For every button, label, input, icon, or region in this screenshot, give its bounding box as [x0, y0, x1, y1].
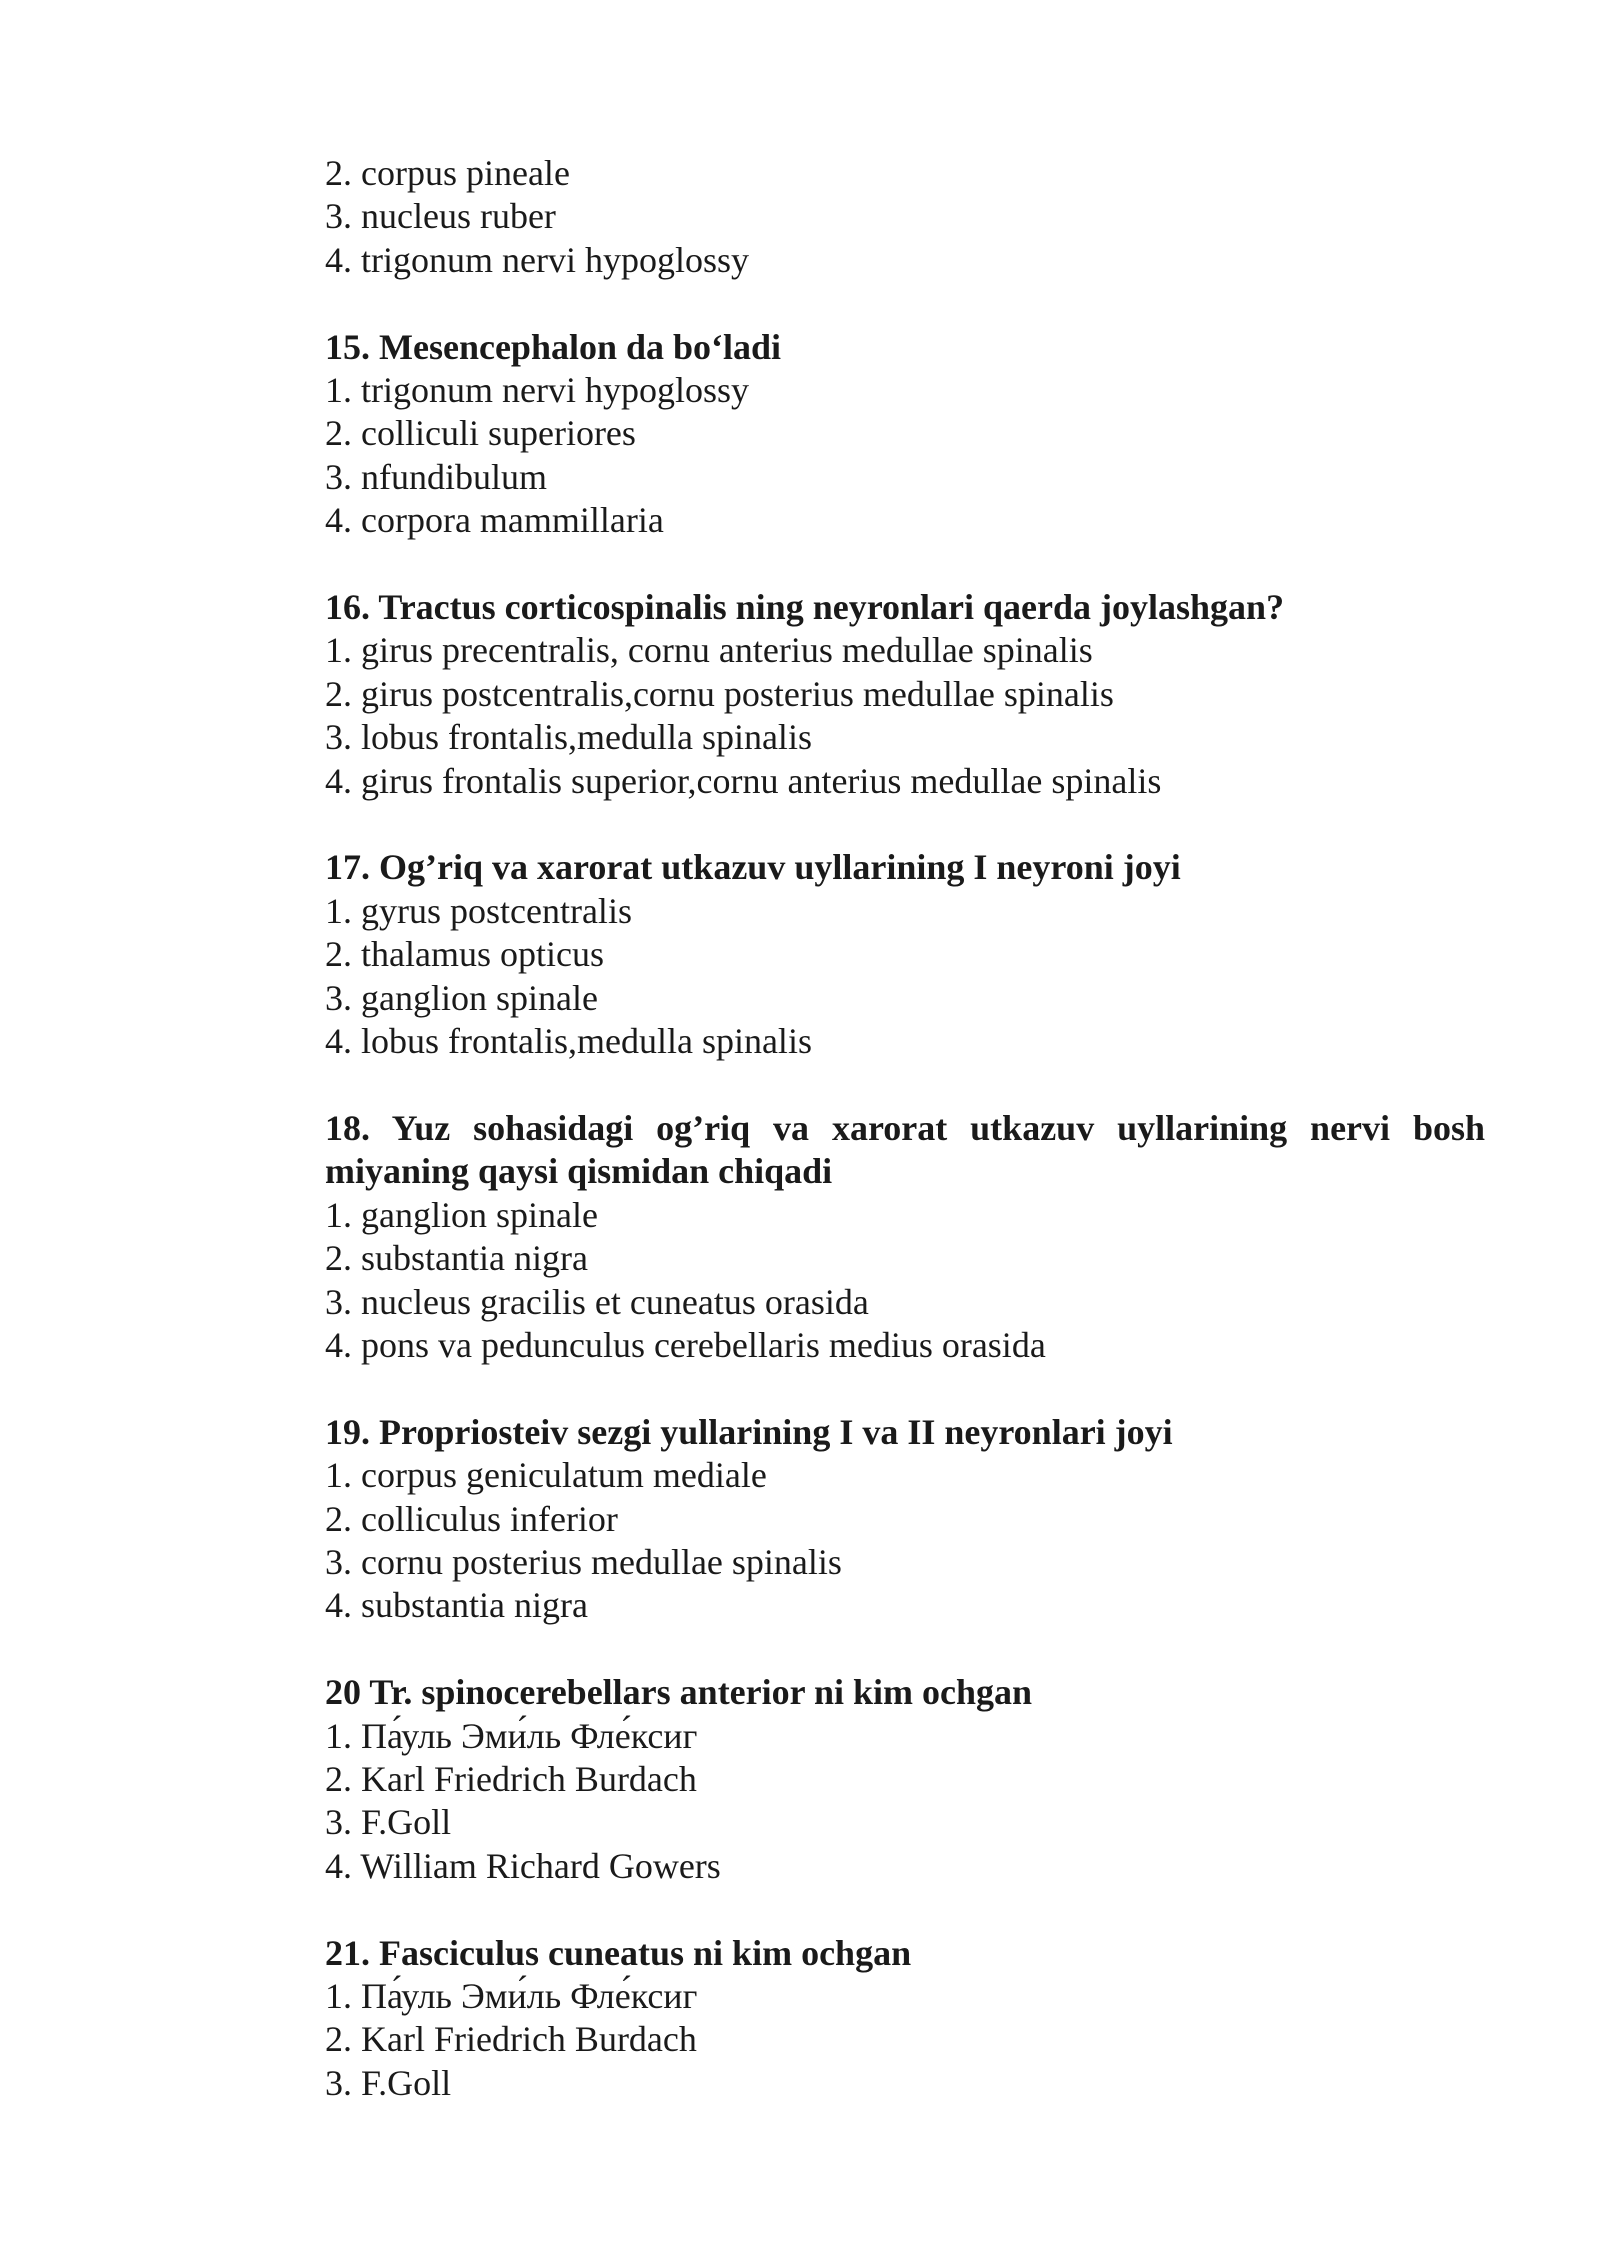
answer-option: 1. Па́уль Эми́ль Фле́ксиг [325, 1975, 698, 2016]
answer-option: 3. ganglion spinale [325, 977, 598, 1018]
question-title: 15. Mesencephalon da bo‘ladi [325, 326, 782, 367]
spacer [325, 1063, 1485, 1106]
answer-option: 2. colliculi superiores [325, 413, 636, 454]
answer-option: 3. nucleus gracilis et cuneatus orasida [325, 1281, 869, 1322]
answer-option: 4. girus frontalis superior,cornu anterius medullae spinalis [325, 760, 1162, 801]
answer-option: 1. ganglion spinale [325, 1194, 598, 1235]
answer-option: 3. nfundibulum [325, 456, 547, 497]
answer-option: 2. colliculus inferior [325, 1498, 618, 1539]
answer-option: 2. substantia nigra [325, 1238, 588, 1279]
question-title: 21. Fasciculus cuneatus ni kim ochgan [325, 1932, 912, 1973]
answer-option: 4. corpora mammillaria [325, 500, 664, 541]
answer-option: 2. Karl Friedrich Burdach [325, 1758, 697, 1799]
spacer [325, 1888, 1485, 1931]
spacer [325, 1367, 1485, 1410]
answer-option: 1. girus precentralis, cornu anterius medullae spinalis [325, 630, 1093, 671]
question-title [325, 1107, 1485, 1194]
answer-option: 3. F.Goll [325, 2062, 452, 2103]
answer-option: 1. trigonum nervi hypoglossy [325, 370, 749, 411]
question-title: 20 Tr. spinocerebellars anterior ni kim ochgan [325, 1672, 1033, 1713]
question-title: 19. Propriosteiv sezgi yullarining I va II neyronlari joyi [325, 1411, 1173, 1452]
document-body [325, 152, 1485, 2105]
question-title: 17. Og’riq va xarorat utkazuv uyllarining I neyroni joyi [325, 847, 1181, 888]
answer-option: 4. trigonum nervi hypoglossy [325, 239, 749, 280]
answer-option: 2. thalamus opticus [325, 934, 604, 975]
question-title-line: 18. Yuz sohasidagi og’riq va xarorat utkazuv uyllarining nervi bosh [325, 1107, 1485, 1148]
spacer [325, 1628, 1485, 1671]
answer-option: 1. Па́уль Эми́ль Фле́ксиг [325, 1715, 698, 1756]
spacer [325, 543, 1485, 586]
answer-option: 4. William Richard Gowers [325, 1845, 721, 1886]
answer-option: 3. lobus frontalis,medulla spinalis [325, 717, 812, 758]
answer-option: 4. substantia nigra [325, 1585, 588, 1626]
spacer [325, 282, 1485, 325]
answer-option: 4. lobus frontalis,medulla spinalis [325, 1021, 812, 1062]
answer-option: 3. nucleus ruber [325, 196, 556, 237]
answer-option: 4. pons va pedunculus cerebellaris medius orasida [325, 1324, 1046, 1365]
answer-option: 3. cornu posterius medullae spinalis [325, 1541, 842, 1582]
question-title: 16. Tractus corticospinalis ning neyronlari qaerda joylashgan? [325, 587, 1285, 628]
question-title-line: miyaning qaysi qismidan chiqadi [325, 1151, 833, 1192]
answer-option: 2. girus postcentralis,cornu posterius medullae spinalis [325, 673, 1114, 714]
spacer [325, 803, 1485, 846]
answer-option: 3. F.Goll [325, 1802, 452, 1843]
answer-option: 1. corpus geniculatum mediale [325, 1455, 767, 1496]
answer-option: 2. corpus pineale [325, 153, 570, 193]
answer-option: 1. gyrus postcentralis [325, 890, 632, 931]
answer-option: 2. Karl Friedrich Burdach [325, 2019, 697, 2060]
